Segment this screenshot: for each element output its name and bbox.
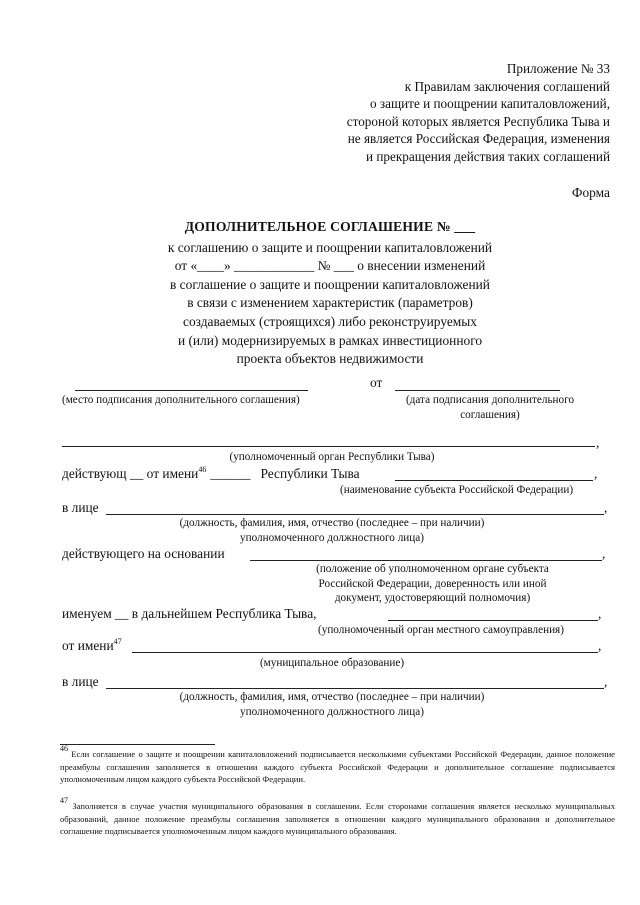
title-line: к соглашению о защите и поощрении капиталовложений (167, 239, 493, 255)
title-line: в соглашение о защите и поощрении капиталовложений (170, 276, 490, 292)
document-title-block (60, 218, 600, 369)
document-title: ДОПОЛНИТЕЛЬНОЕ СОГЛАШЕНИЕ № ___ (184, 219, 476, 234)
title-line: создаваемых (строящихся) либо реконструируемых (183, 313, 477, 329)
footnote-46-text: Если соглашение о защите и поощрении капиталовложений подписывается несколькими субъектами Российской Федерации, данное положение преамбулы соглашения заполняется в отношении каждого субъекта Российской Федерации и дополнительное соглашение подписывается уполномоченным лицом каждого субъекта Российской Федерации. (60, 749, 615, 785)
appendix-line: к Правилам заключения соглашений (404, 78, 610, 94)
municipal-authority-caption: (уполномоченный орган местного самоуправления) (318, 624, 564, 636)
basis-document-caption: (положение об уполномоченном органе субъекта Российской Федерации, доверенность или иной документ, удостоверяющий полномочия) (316, 563, 549, 605)
footnote-47-text: Заполняется в случае участия муниципального образования в соглашении. Если сторонами соглашения является несколько муниципальных образований, данное положение преамбулы соглашения заполняется в отношении каждого муниципального образования и дополнительное соглашение подписывается уполномоченным лицом каждого муниципального образования. (60, 801, 615, 837)
form-label: Форма (571, 185, 610, 200)
appendix-line: стороной которых является Республика Тыва и (346, 113, 610, 129)
municipality-field[interactable] (132, 652, 598, 653)
municipal-authority-field[interactable] (388, 620, 598, 621)
comma: , (604, 674, 608, 689)
comma: , (598, 638, 602, 653)
footnote-ref-46[interactable]: 46 (198, 465, 207, 474)
official-caption-2: (должность, фамилия, имя, отчество (последнее – при наличии) уполномоченного должностного лица) (179, 691, 485, 718)
footnote-ref-47[interactable]: 47 (113, 637, 122, 646)
title-line: от «____» ____________ № ___ о внесении изменений (174, 258, 486, 274)
appendix-number: Приложение № 33 (506, 61, 610, 76)
date-from-label: от (370, 375, 383, 390)
on-behalf-label: от имени$^{47}$ (62, 637, 122, 653)
footnote-mark-46: 46 (60, 744, 68, 753)
in-person-label: в лице (62, 500, 99, 515)
appendix-line: о защите и поощрении капиталовложений, (370, 96, 610, 112)
republic-authority-field[interactable] (62, 446, 595, 447)
acting-on-behalf-label: действующ __ от имени$^{46}$ ______ Республики Тыва (62, 465, 360, 481)
comma: , (596, 435, 600, 450)
signing-place-caption: (место подписания дополнительного соглашения) (62, 394, 300, 406)
basis-document-field[interactable] (250, 560, 602, 561)
comma: , (602, 546, 606, 561)
appendix-header (280, 60, 610, 166)
appendix-line: не является Российская Федерация, изменения (347, 131, 610, 147)
footnote-46 (60, 744, 615, 786)
republic-authority-caption: (уполномоченный орган Республики Тыва) (229, 451, 435, 463)
municipality-caption: (муниципальное образование) (259, 657, 405, 669)
signing-place-field[interactable] (75, 390, 308, 391)
title-line: и (или) модернизируемых в рамках инвестиционного (177, 332, 483, 348)
subject-name-caption: (наименование субъекта Российской Федерации) (340, 484, 574, 496)
acting-basis-label: действующего на основании (62, 546, 225, 561)
footnote-divider (60, 744, 215, 745)
title-line: в связи с изменением характеристик (параметров) (187, 295, 473, 311)
hereinafter-label: именуем __ в дальнейшем Республика Тыва, (62, 606, 317, 621)
footnote-mark-47: 47 (60, 796, 68, 805)
comma: , (604, 500, 608, 515)
title-line: проекта объектов недвижимости (236, 351, 424, 367)
comma: , (598, 606, 602, 621)
comma: , (594, 466, 598, 481)
signing-date-field[interactable] (395, 390, 560, 391)
subject-name-field[interactable] (395, 480, 593, 481)
footnote-47 (60, 796, 615, 838)
official-field[interactable] (106, 514, 604, 515)
signing-date-caption: (дата подписания дополнительного соглашения) (405, 394, 575, 421)
official-caption: (должность, фамилия, имя, отчество (последнее – при наличии) уполномоченного должностного лица) (179, 517, 485, 544)
appendix-line: и прекращения действия таких соглашений (365, 148, 610, 164)
in-person-label-2: в лице (62, 674, 99, 689)
official-field-2[interactable] (106, 688, 604, 689)
